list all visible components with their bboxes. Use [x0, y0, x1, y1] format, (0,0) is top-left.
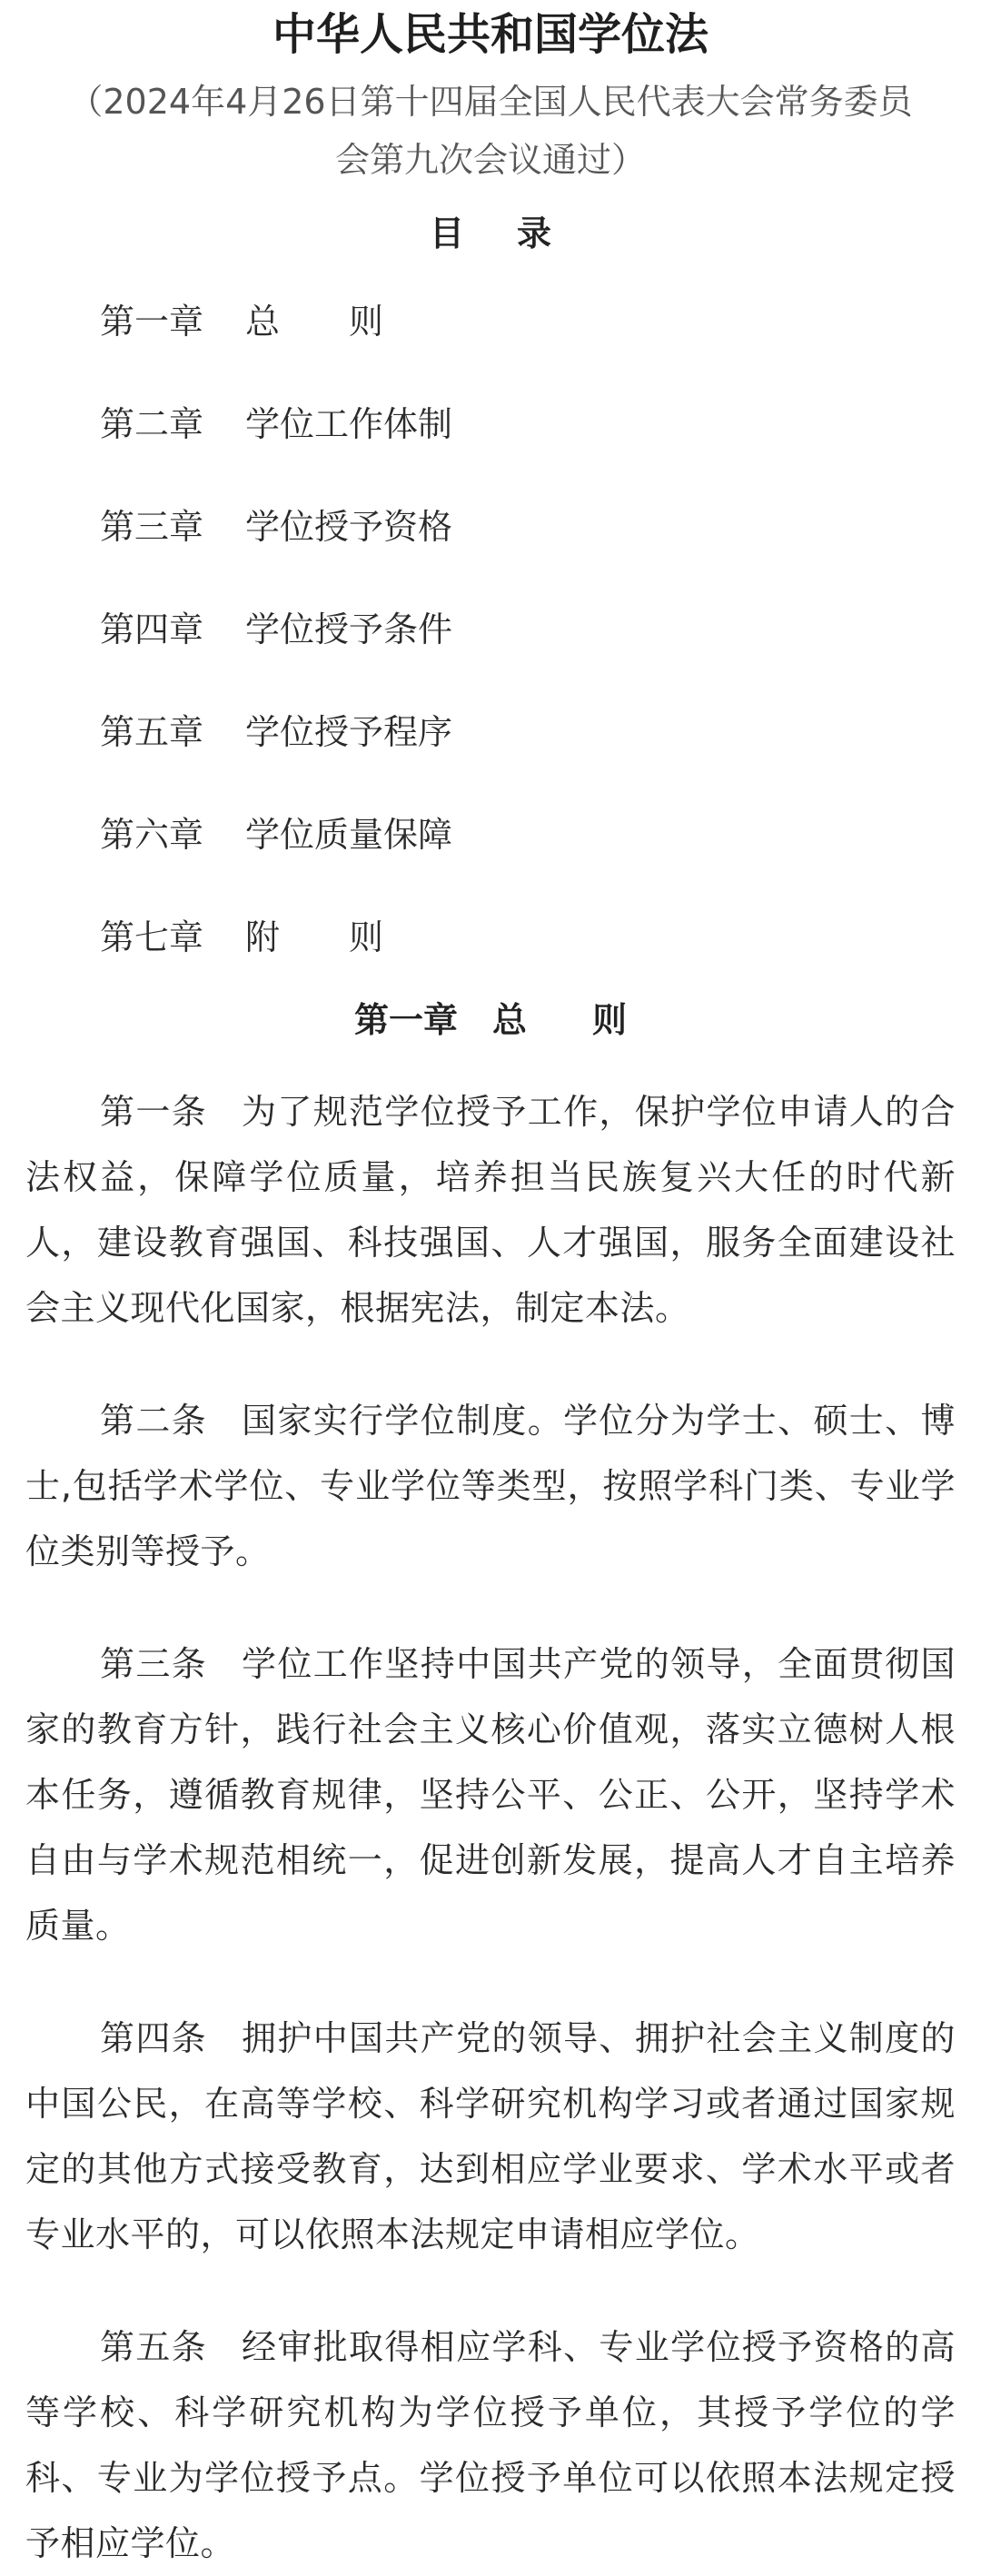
article-number: 第一条 [100, 1092, 208, 1132]
toc-item-1 [100, 300, 956, 343]
chapter-name-right: 则 [592, 1000, 628, 1040]
toc-chapter-number: 第五章 [100, 712, 204, 752]
toc-item-2 [100, 402, 956, 446]
toc-item-7 [100, 916, 956, 959]
chapter-label: 第一章 [353, 1000, 458, 1040]
chapter-heading [25, 997, 956, 1043]
toc-heading-right: 录 [517, 213, 552, 253]
toc-chapter-number: 第四章 [100, 609, 204, 649]
article-1 [25, 1079, 956, 1341]
toc-chapter-name: 总 则 [245, 302, 384, 342]
toc-item-4 [100, 608, 956, 651]
chapter-name-left: 总 [491, 1000, 527, 1040]
toc-chapter-number: 第三章 [100, 507, 204, 547]
article-text: 学位工作坚持中国共产党的领导，全面贯彻国家的教育方针，践行社会主义核心价值观，落实立德树人根本任务，遵循教育规律，坚持公平、公正、公开，坚持学术自由与学术规范相统一，促进创新发展，提高人才自主培养质量。 [25, 1644, 956, 1946]
article-text: 国家实行学位制度。学位分为学士、硕士、博士,包括学术学位、专业学位等类型，按照学科门类、专业学位类别等授予。 [25, 1401, 956, 1571]
document-title: 中华人民共和国学位法 [272, 9, 708, 60]
toc-chapter-name: 学位授予资格 [245, 507, 453, 547]
article-3 [25, 1631, 956, 1958]
toc-item-5 [100, 710, 956, 754]
article-number: 第五条 [100, 2327, 208, 2367]
document-subtitle: （2024年4月26日第十四届全国人民代表大会常务委员会第九次会议通过） [68, 82, 913, 180]
toc-chapter-number: 第六章 [100, 815, 204, 855]
toc-chapter-number: 第二章 [100, 404, 204, 444]
toc-chapter-name: 学位授予条件 [245, 609, 453, 649]
toc-item-3 [100, 505, 956, 549]
toc-heading-left: 目 [429, 213, 464, 253]
article-number: 第三条 [100, 1644, 208, 1684]
article-text: 经审批取得相应学科、专业学位授予资格的高等学校、科学研究机构为学位授予单位，其授予学位的学科、专业为学位授予点。学位授予单位可以依照本法规定授予相应学位。 [25, 2327, 956, 2563]
toc-chapter-name: 附 则 [245, 917, 384, 957]
toc-chapter-number: 第七章 [100, 917, 204, 957]
table-of-contents [25, 300, 956, 959]
article-number: 第四条 [100, 2018, 208, 2058]
article-text: 拥护中国共产党的领导、拥护社会主义制度的中国公民，在高等学校、科学研究机构学习或者通过国家规定的其他方式接受教育，达到相应学业要求、学术水平或者专业水平的，可以依照本法规定申请相应学位。 [25, 2018, 956, 2254]
toc-item-6 [100, 813, 956, 857]
article-5 [25, 2314, 956, 2576]
article-2 [25, 1388, 956, 1584]
toc-chapter-name: 学位授予程序 [245, 712, 453, 752]
toc-heading [25, 211, 956, 256]
article-4 [25, 2006, 956, 2267]
article-text: 为了规范学位授予工作，保护学位申请人的合法权益，保障学位质量，培养担当民族复兴大任的时代新人，建设教育强国、科技强国、人才强国，服务全面建设社会主义现代化国家，根据宪法，制定本法。 [25, 1092, 956, 1328]
toc-chapter-name: 学位工作体制 [245, 404, 453, 444]
toc-chapter-number: 第一章 [100, 302, 204, 342]
toc-chapter-name: 学位质量保障 [245, 815, 453, 855]
article-number: 第二条 [100, 1401, 208, 1441]
